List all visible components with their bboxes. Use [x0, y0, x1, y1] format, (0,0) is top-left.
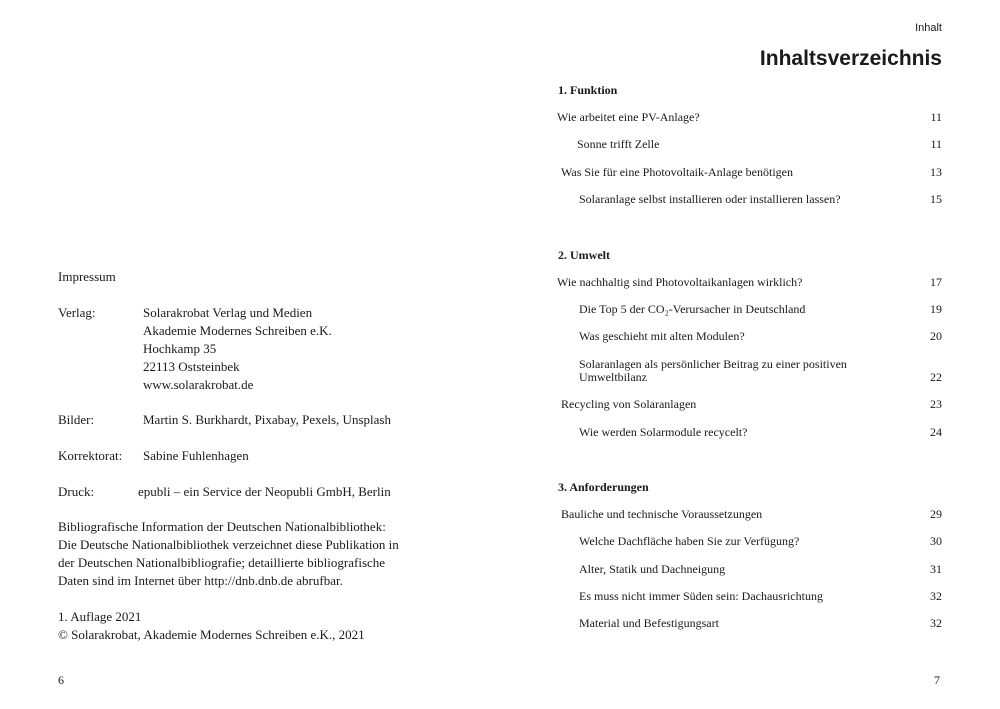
toc-page-number: 15 — [930, 192, 942, 206]
toc-entry-continuation: Umweltbilanz — [579, 370, 647, 384]
biblio-line-3: der Deutschen Nationalbibliografie; detaillierte bibliografische — [58, 555, 386, 570]
toc-entry: Wie nachhaltig sind Photovoltaikanlagen wirklich? — [557, 275, 803, 289]
edition: 1. Auflage 2021 — [58, 609, 142, 624]
toc-page-number: 30 — [930, 534, 942, 548]
verlag-line-3: Hochkamp 35 — [143, 341, 217, 356]
toc-page-number: 32 — [930, 616, 942, 630]
toc-entry: Wie arbeitet eine PV-Anlage? — [557, 110, 700, 124]
right-page-number: 7 — [934, 673, 940, 687]
bilder-value: Martin S. Burkhardt, Pixabay, Pexels, Unsplash — [143, 412, 391, 427]
biblio-line-2: Die Deutsche Nationalbibliothek verzeichnet diese Publikation in — [58, 537, 399, 552]
toc-entry: Solaranlage selbst installieren oder installieren lassen? — [579, 192, 841, 206]
toc-page-number: 20 — [930, 329, 942, 343]
toc-entry: Material und Befestigungsart — [579, 616, 719, 630]
toc-page-number: 17 — [930, 275, 942, 289]
korrektorat-label: Korrektorat: — [58, 448, 123, 463]
verlag-line-2: Akademie Modernes Schreiben e.K. — [143, 323, 332, 338]
toc-page-number: 11 — [930, 137, 942, 151]
toc-page-number: 23 — [930, 397, 942, 411]
toc-page-number: 19 — [930, 302, 942, 316]
toc-entry: Die Top 5 der CO₂-Verursacher in Deutschland — [579, 302, 806, 316]
section-heading-1: 1. Funktion — [558, 83, 618, 97]
toc-entry: Was Sie für eine Photovoltaik-Anlage benötigen — [561, 165, 793, 179]
verlag-line-1: Solarakrobat Verlag und Medien — [143, 305, 313, 320]
toc-entry: Welche Dachfläche haben Sie zur Verfügung? — [579, 534, 800, 548]
verlag-line-4: 22113 Oststeinbek — [143, 359, 240, 374]
toc-page-number: 32 — [930, 589, 942, 603]
toc-title: Inhaltsverzeichnis — [759, 47, 942, 70]
druck-label: Druck: — [58, 484, 95, 499]
bilder-label: Bilder: — [58, 412, 95, 427]
copyright: © Solarakrobat, Akademie Modernes Schreiben e.K., 2021 — [58, 627, 365, 642]
toc-page-number: 29 — [930, 507, 942, 521]
toc-entry: Was geschieht mit alten Modulen? — [579, 329, 745, 343]
toc-entry: Wie werden Solarmodule recycelt? — [579, 425, 748, 439]
toc-entry: Recycling von Solaranlagen — [561, 397, 697, 411]
korrektorat-value: Sabine Fuhlenhagen — [143, 448, 249, 463]
section-heading-3: 3. Anforderungen — [558, 480, 649, 494]
toc-entry: Sonne trifft Zelle — [577, 137, 660, 151]
toc-entry: Solaranlagen als persönlicher Beitrag zu einer positiven — [579, 357, 847, 371]
impressum-heading: Impressum — [58, 269, 116, 284]
section-heading-2: 2. Umwelt — [558, 248, 610, 262]
biblio-line-4: Daten sind im Internet über http://dnb.dnb.de abrufbar. — [58, 573, 343, 588]
toc-page-number: 22 — [930, 370, 942, 384]
running-head: Inhalt — [915, 22, 942, 34]
druck-value: epubli – ein Service der Neopubli GmbH, Berlin — [138, 484, 391, 499]
toc-page-number: 11 — [930, 110, 942, 124]
verlag-label: Verlag: — [58, 305, 96, 320]
toc-entry: Es muss nicht immer Süden sein: Dachausrichtung — [579, 589, 823, 603]
left-page-number: 6 — [58, 673, 64, 687]
toc-entry: Alter, Statik und Dachneigung — [579, 562, 726, 576]
biblio-line-1: Bibliografische Information der Deutschen Nationalbibliothek: — [58, 519, 386, 534]
toc-page-number: 24 — [930, 425, 942, 439]
toc-page-number: 31 — [930, 562, 942, 576]
toc-entry: Bauliche und technische Voraussetzungen — [561, 507, 763, 521]
verlag-website: www.solarakrobat.de — [143, 377, 254, 392]
toc-page-number: 13 — [930, 165, 942, 179]
